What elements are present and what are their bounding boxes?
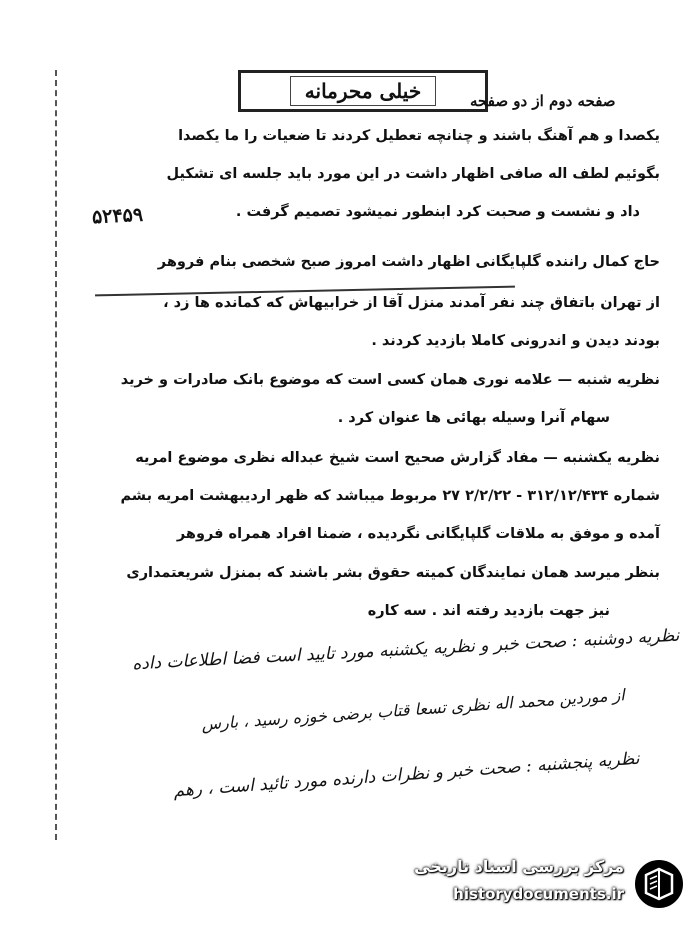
- typed-line: نیز جهت بازدید رفته اند . سه کاره: [367, 603, 610, 619]
- typed-line: سهام آنرا وسیله بهائی ها عنوان کرد .: [337, 410, 610, 426]
- typed-line: بودند دیدن و اندرونی کاملا بازدید کردند .: [371, 333, 660, 349]
- typed-line: از تهران باتفاق چند نفر آمدند منزل آقا از خرابیهاش که کمانده ها زد ،: [163, 295, 660, 311]
- page-edge-line: [55, 70, 57, 840]
- typed-line: یکصدا و هم آهنگ باشند و چنانچه تعطیل کردند تا ضعیات را ما یکصدا: [178, 128, 660, 144]
- archive-logo-icon: [632, 857, 686, 911]
- typed-line: نظریه شنبه — علامه نوری همان کسی است که موضوع بانک صادرات و خرید: [120, 372, 660, 388]
- typed-line: حاج کمال راننده گلپایگانی اظهار داشت امروز صبح شخصی بنام فروهر: [157, 254, 660, 270]
- typed-line: نظریه یکشنبه — مفاد گزارش صحیح است شیخ عبداله نظری موضوع امریه: [135, 450, 660, 466]
- typed-line: آمده و موفق به ملاقات گلپایگانی نگردیده ، ضمنا افراد همراه فروهر: [176, 526, 660, 542]
- archive-watermark: [400, 855, 690, 915]
- typed-line: داد و نشست و صحبت کرد ابنطور نمیشود تصمیم گرفت .: [235, 204, 640, 220]
- document-number: ۵۲۴۵۹: [91, 203, 144, 229]
- typed-line: شماره ۳۱۲/۱۲/۴۳۴ - ۲/۲/۲۲ ۲۷ مربوط میباشد که ظهر اردیبهشت امریه بشم: [120, 488, 660, 504]
- handwritten-note: نظریه دوشنبه : صحت خبر و نظریه یکشنبه مورد تایید است فضا اطلاعات داده: [132, 625, 681, 675]
- archive-org-name: مرکز بررسی اسناد تاریخی: [414, 857, 624, 876]
- typed-line: بگوئیم لطف اله صافی اظهار داشت در این مورد باید جلسه ای تشکیل: [166, 166, 660, 182]
- handwritten-note: نظریه پنجشنبه : صحت خبر و نظرات دارنده مورد تائید است ، رهم: [172, 748, 641, 802]
- stamp-text: خیلی محرمانه: [290, 76, 436, 106]
- handwritten-note: از موردین محمد اله نظری تسعا قتاب برضی خوزه رسید ، بارس: [200, 685, 626, 734]
- page-marker: صفحه دوم از دو صفحه: [470, 92, 616, 110]
- classification-stamp: [238, 70, 488, 112]
- typed-line: بنظر میرسد همان نمایندگان کمیته حقوق بشر باشند که بمنزل شریعتمداری: [126, 565, 660, 581]
- archive-website: historydocuments.ir: [453, 885, 624, 903]
